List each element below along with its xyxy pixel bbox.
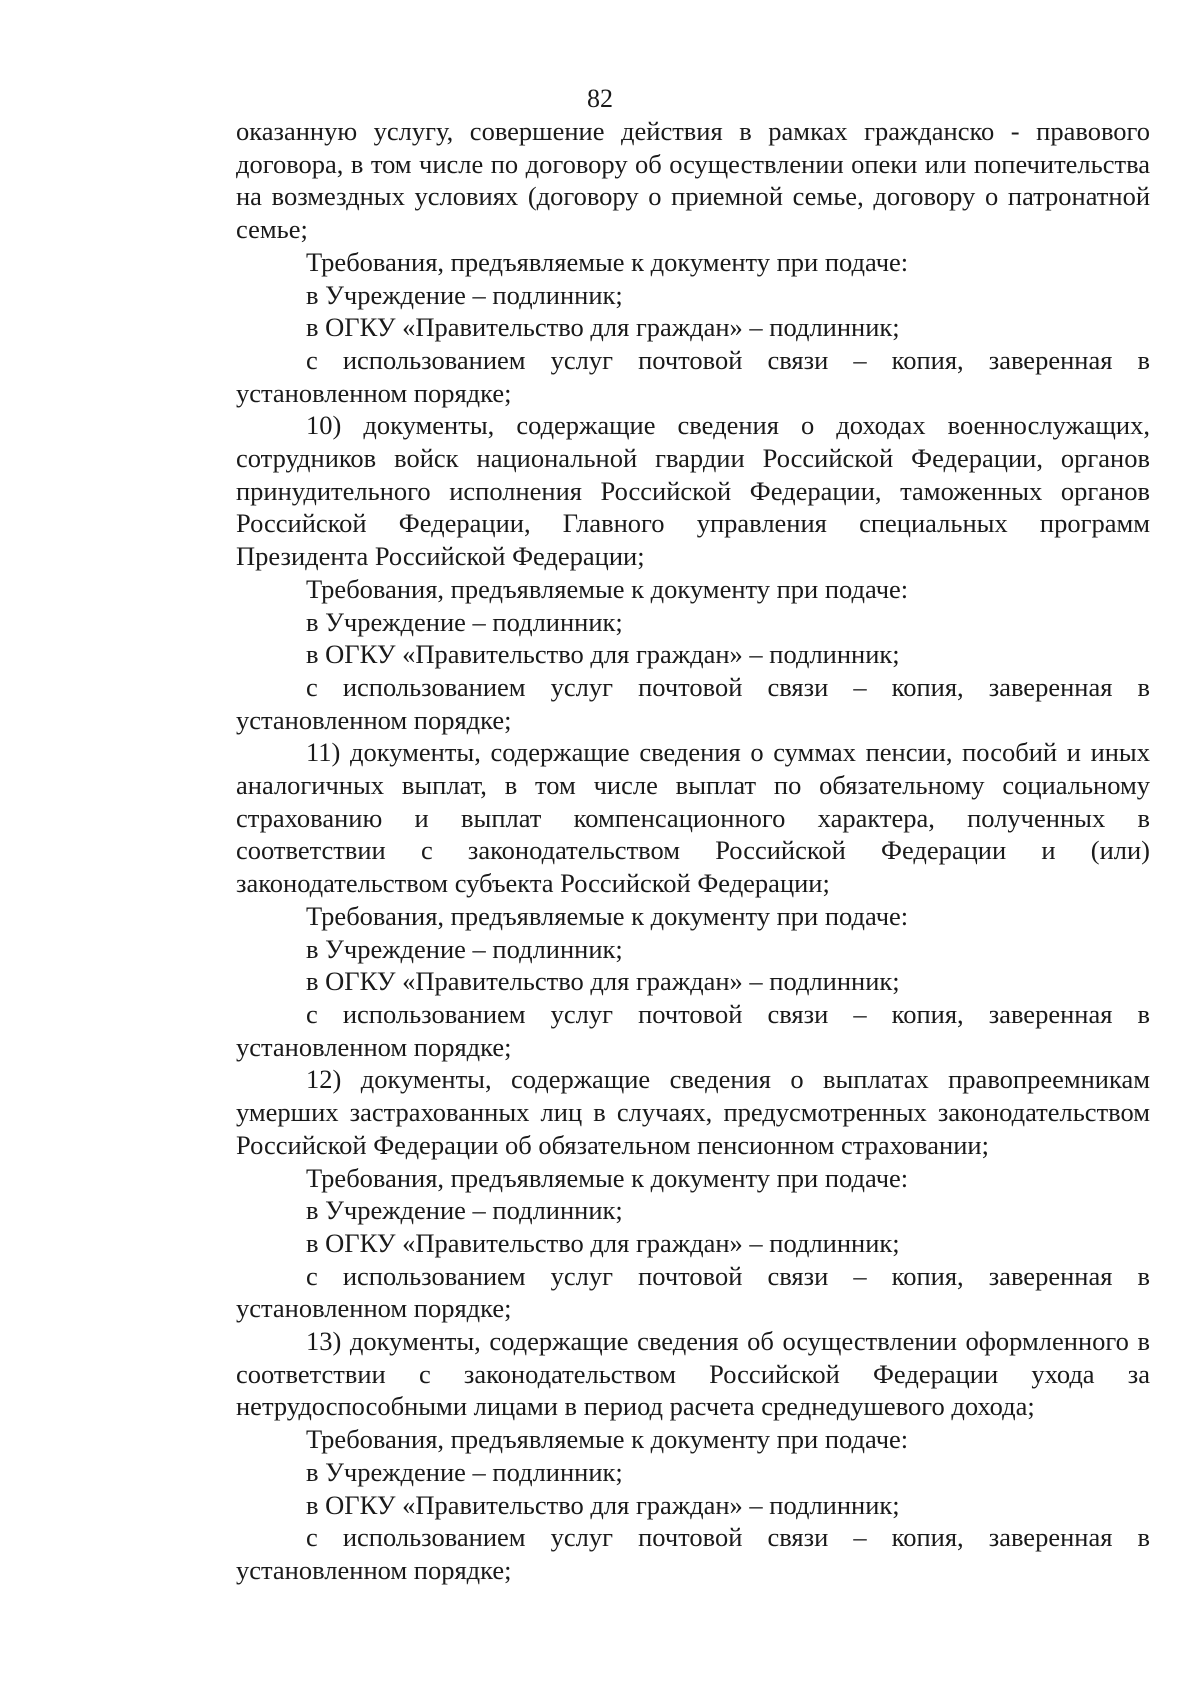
requirement-ogku: в ОГКУ «Правительство для граждан» – подлинник; <box>306 1489 900 1520</box>
paragraph-continuation: оказанную услугу, совершение действия в рамках гражданско - правового договора, в том числе по договору об осуществлении опеки или попечительства на возмездных условиях (договору о приемной семье, договору о патронатной семье; <box>236 116 1150 245</box>
requirement-postal: с использованием услуг почтовой связи – копия, заверенная в установленном порядке; <box>236 1260 1150 1324</box>
requirements-heading: Требования, предъявляемые к документу при подаче: <box>306 573 909 604</box>
requirement-ogku: в ОГКУ «Правительство для граждан» – подлинник; <box>306 966 900 997</box>
list-item-11: 11) документы, содержащие сведения о суммах пенсии, пособий и иных аналогичных выплат, в том числе выплат по обязательному социальному страхованию и выплат компенсационного характера, полученных в соответствии с законодательством Российской Федерации и (или) законодательством субъекта Российской Федерации; <box>236 737 1150 899</box>
requirement-ogku: в ОГКУ «Правительство для граждан» – подлинник; <box>306 639 900 670</box>
requirement-institution: в Учреждение – подлинник; <box>306 1195 623 1226</box>
requirement-ogku: в ОГКУ «Правительство для граждан» – подлинник; <box>306 312 900 343</box>
requirement-postal: с использованием услуг почтовой связи – копия, заверенная в установленном порядке; <box>236 998 1150 1062</box>
requirements-heading: Требования, предъявляемые к документу при подаче: <box>306 1424 909 1455</box>
requirement-ogku: в ОГКУ «Правительство для граждан» – подлинник; <box>306 1227 900 1258</box>
list-item-12: 12) документы, содержащие сведения о выплатах правопреемникам умерших застрахованных лиц в случаях, предусмотренных законодательством Российской Федерации об обязательном пенсионном страховании; <box>236 1064 1150 1160</box>
list-item-13: 13) документы, содержащие сведения об осуществлении оформленного в соответствии с законодательством Российской Федерации ухода за нетрудоспособными лицами в период расчета среднедушевого дохода; <box>236 1326 1150 1422</box>
requirements-heading: Требования, предъявляемые к документу при подаче: <box>306 1162 909 1193</box>
requirement-institution: в Учреждение – подлинник; <box>306 933 623 964</box>
document-body <box>236 115 1150 1587</box>
page-number: 82 <box>587 84 613 113</box>
requirement-institution: в Учреждение – подлинник; <box>306 279 623 310</box>
requirement-institution: в Учреждение – подлинник; <box>306 606 623 637</box>
requirement-postal: с использованием услуг почтовой связи – копия, заверенная в установленном порядке; <box>236 344 1150 408</box>
requirements-heading: Требования, предъявляемые к документу при подаче: <box>306 900 909 931</box>
requirement-postal: с использованием услуг почтовой связи – копия, заверенная в установленном порядке; <box>236 671 1150 735</box>
requirement-institution: в Учреждение – подлинник; <box>306 1456 623 1487</box>
requirements-heading: Требования, предъявляемые к документу при подаче: <box>306 246 909 277</box>
list-item-10: 10) документы, содержащие сведения о доходах военнослужащих, сотрудников войск национальной гвардии Российской Федерации, органов принудительного исполнения Российской Федерации, таможенных органов Российской Федерации, Главного управления специальных программ Президента Российской Федерации; <box>236 410 1150 572</box>
requirement-postal: с использованием услуг почтовой связи – копия, заверенная в установленном порядке; <box>236 1522 1150 1585</box>
